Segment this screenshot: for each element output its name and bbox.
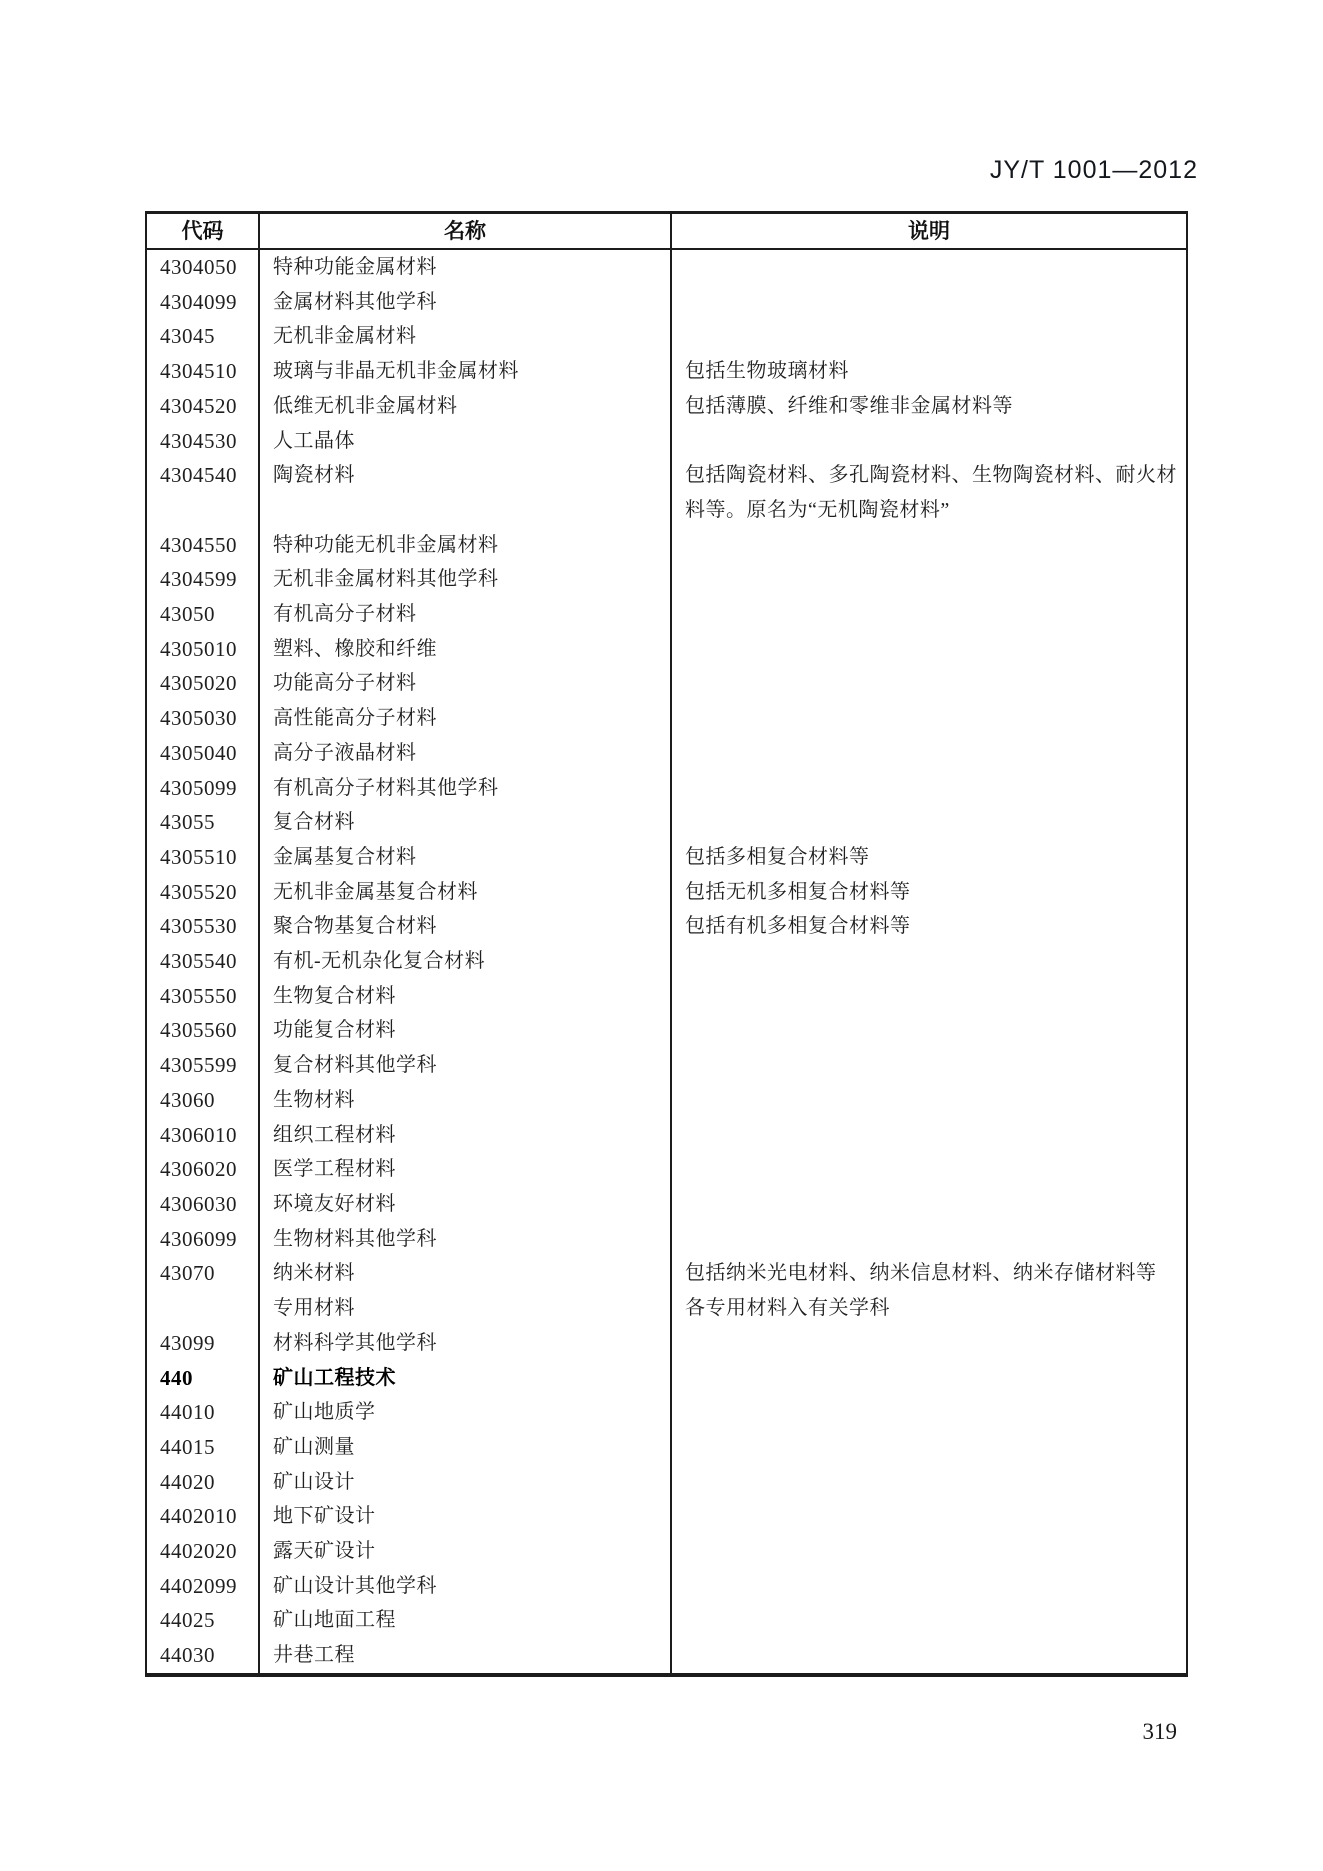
name-cell: 功能复合材料 bbox=[259, 1013, 671, 1048]
desc-cell bbox=[671, 1569, 1187, 1604]
code-cell: 4304540 bbox=[146, 458, 259, 527]
table-row bbox=[146, 1291, 1187, 1326]
table-row bbox=[146, 701, 1187, 736]
desc-cell bbox=[671, 736, 1187, 771]
code-cell: 43050 bbox=[146, 597, 259, 632]
code-cell: 43045 bbox=[146, 319, 259, 354]
desc-cell bbox=[671, 285, 1187, 320]
desc-cell bbox=[671, 1326, 1187, 1361]
name-cell: 组织工程材料 bbox=[259, 1118, 671, 1153]
code-cell: 4306099 bbox=[146, 1222, 259, 1257]
desc-cell: 包括陶瓷材料、多孔陶瓷材料、生物陶瓷材料、耐火材料等。原名为“无机陶瓷材料” bbox=[685, 464, 1177, 521]
desc-cell bbox=[671, 1395, 1187, 1430]
code-cell: 4305510 bbox=[146, 840, 259, 875]
table-row bbox=[146, 1499, 1187, 1534]
name-cell: 地下矿设计 bbox=[259, 1499, 671, 1534]
table-row bbox=[146, 1395, 1187, 1430]
code-cell: 4305520 bbox=[146, 875, 259, 910]
table-row bbox=[146, 249, 1187, 285]
table-row bbox=[146, 771, 1187, 806]
desc-cell bbox=[671, 1465, 1187, 1500]
code-cell: 4306030 bbox=[146, 1187, 259, 1222]
code-cell: 4305020 bbox=[146, 666, 259, 701]
desc-cell bbox=[671, 1152, 1187, 1187]
desc-cell bbox=[671, 1534, 1187, 1569]
name-cell: 复合材料 bbox=[259, 805, 671, 840]
desc-cell bbox=[671, 666, 1187, 701]
code-cell: 4305560 bbox=[146, 1013, 259, 1048]
desc-cell bbox=[671, 1430, 1187, 1465]
desc-cell bbox=[671, 528, 1187, 563]
code-cell: 4402099 bbox=[146, 1569, 259, 1604]
name-cell: 材料科学其他学科 bbox=[259, 1326, 671, 1361]
desc-cell: 包括多相复合材料等 bbox=[685, 845, 870, 868]
name-cell: 人工晶体 bbox=[259, 424, 671, 459]
name-cell: 高分子液晶材料 bbox=[259, 736, 671, 771]
desc-cell bbox=[671, 632, 1187, 667]
code-cell: 43070 bbox=[146, 1256, 259, 1291]
table-row bbox=[146, 285, 1187, 320]
code-cell: 4305599 bbox=[146, 1048, 259, 1083]
table-header bbox=[146, 213, 1187, 250]
table-row bbox=[146, 979, 1187, 1014]
table-row bbox=[146, 1256, 1187, 1291]
name-cell: 露天矿设计 bbox=[259, 1534, 671, 1569]
page-number: 319 bbox=[1142, 1719, 1177, 1744]
table-row bbox=[146, 562, 1187, 597]
table-row bbox=[146, 840, 1187, 875]
desc-cell bbox=[671, 1603, 1187, 1638]
code-cell: 44015 bbox=[146, 1430, 259, 1465]
name-cell: 环境友好材料 bbox=[259, 1187, 671, 1222]
desc-cell bbox=[671, 701, 1187, 736]
table-row bbox=[146, 1013, 1187, 1048]
name-cell: 有机高分子材料 bbox=[259, 597, 671, 632]
name-cell: 生物材料 bbox=[259, 1083, 671, 1118]
desc-cell bbox=[671, 944, 1187, 979]
name-cell: 生物复合材料 bbox=[259, 979, 671, 1014]
code-cell: 4305540 bbox=[146, 944, 259, 979]
desc-cell: 各专用材料入有关学科 bbox=[685, 1297, 890, 1320]
name-cell: 有机高分子材料其他学科 bbox=[259, 771, 671, 806]
table-body bbox=[146, 249, 1187, 1675]
table-row bbox=[146, 319, 1187, 354]
standard-number: JY/T 1001—2012 bbox=[989, 156, 1198, 184]
name-cell: 金属基复合材料 bbox=[259, 840, 671, 875]
code-cell: 4304050 bbox=[146, 249, 259, 285]
code-cell: 4304599 bbox=[146, 562, 259, 597]
desc-cell bbox=[671, 805, 1187, 840]
name-cell: 纳米材料 bbox=[259, 1256, 671, 1291]
code-cell: 4304530 bbox=[146, 424, 259, 459]
desc-cell bbox=[671, 424, 1187, 459]
name-cell: 高性能高分子材料 bbox=[259, 701, 671, 736]
name-cell: 矿山地质学 bbox=[259, 1395, 671, 1430]
name-cell: 功能高分子材料 bbox=[259, 666, 671, 701]
desc-cell bbox=[671, 1361, 1187, 1396]
code-cell: 4402020 bbox=[146, 1534, 259, 1569]
table-row bbox=[146, 1118, 1187, 1153]
code-cell: 4304520 bbox=[146, 389, 259, 424]
desc-cell: 包括纳米光电材料、纳米信息材料、纳米存储材料等 bbox=[685, 1262, 1157, 1285]
desc-cell: 包括有机多相复合材料等 bbox=[685, 915, 911, 938]
name-cell: 矿山设计其他学科 bbox=[259, 1569, 671, 1604]
table-row bbox=[146, 1569, 1187, 1604]
code-cell: 43055 bbox=[146, 805, 259, 840]
table-row bbox=[146, 632, 1187, 667]
code-cell: 4304099 bbox=[146, 285, 259, 320]
name-cell: 无机非金属材料其他学科 bbox=[259, 562, 671, 597]
name-cell: 低维无机非金属材料 bbox=[259, 389, 671, 424]
table-row bbox=[146, 1187, 1187, 1222]
column-header-code: 代码 bbox=[146, 213, 259, 250]
desc-cell bbox=[671, 1638, 1187, 1675]
name-cell: 复合材料其他学科 bbox=[259, 1048, 671, 1083]
name-cell: 医学工程材料 bbox=[259, 1152, 671, 1187]
table-row bbox=[146, 805, 1187, 840]
desc-cell: 包括薄膜、纤维和零维非金属材料等 bbox=[685, 394, 1013, 417]
name-cell: 有机-无机杂化复合材料 bbox=[259, 944, 671, 979]
name-cell: 特种功能金属材料 bbox=[259, 249, 671, 285]
table-row bbox=[146, 1152, 1187, 1187]
code-cell: 4305030 bbox=[146, 701, 259, 736]
desc-cell: 包括生物玻璃材料 bbox=[685, 360, 849, 383]
desc-cell bbox=[671, 597, 1187, 632]
desc-cell bbox=[671, 319, 1187, 354]
code-cell: 4306020 bbox=[146, 1152, 259, 1187]
table-row bbox=[146, 1465, 1187, 1500]
name-cell: 矿山地面工程 bbox=[259, 1603, 671, 1638]
table-row bbox=[146, 1083, 1187, 1118]
name-cell: 专用材料 bbox=[259, 1291, 671, 1326]
desc-cell bbox=[671, 979, 1187, 1014]
code-cell: 43099 bbox=[146, 1326, 259, 1361]
table-row bbox=[146, 424, 1187, 459]
code-cell: 4304510 bbox=[146, 354, 259, 389]
desc-cell bbox=[671, 1118, 1187, 1153]
code-cell: 44030 bbox=[146, 1638, 259, 1675]
table-row bbox=[146, 1430, 1187, 1465]
desc-cell bbox=[671, 1048, 1187, 1083]
name-cell: 玻璃与非晶无机非金属材料 bbox=[259, 354, 671, 389]
code-cell bbox=[146, 1291, 259, 1326]
name-cell: 聚合物基复合材料 bbox=[259, 909, 671, 944]
desc-cell bbox=[671, 562, 1187, 597]
classification-table bbox=[145, 211, 1188, 1677]
code-cell: 4305099 bbox=[146, 771, 259, 806]
table-row bbox=[146, 1603, 1187, 1638]
code-cell: 4305530 bbox=[146, 909, 259, 944]
desc-cell bbox=[671, 249, 1187, 285]
desc-cell bbox=[671, 771, 1187, 806]
name-cell: 金属材料其他学科 bbox=[259, 285, 671, 320]
table-row bbox=[146, 389, 1187, 424]
code-cell: 4304550 bbox=[146, 528, 259, 563]
header-row bbox=[146, 213, 1187, 250]
table-row bbox=[146, 736, 1187, 771]
table-row bbox=[146, 1534, 1187, 1569]
table-row bbox=[146, 1326, 1187, 1361]
column-header-name: 名称 bbox=[259, 213, 671, 250]
code-cell: 44010 bbox=[146, 1395, 259, 1430]
table-row bbox=[146, 458, 1187, 527]
code-cell: 4305040 bbox=[146, 736, 259, 771]
name-cell: 矿山工程技术 bbox=[259, 1361, 671, 1396]
code-cell: 4306010 bbox=[146, 1118, 259, 1153]
code-cell: 4305550 bbox=[146, 979, 259, 1014]
desc-cell bbox=[671, 1499, 1187, 1534]
table-row bbox=[146, 909, 1187, 944]
name-cell: 矿山测量 bbox=[259, 1430, 671, 1465]
desc-cell bbox=[671, 1013, 1187, 1048]
name-cell: 生物材料其他学科 bbox=[259, 1222, 671, 1257]
desc-cell: 包括无机多相复合材料等 bbox=[685, 880, 911, 903]
table-row bbox=[146, 944, 1187, 979]
column-header-desc: 说明 bbox=[671, 213, 1187, 250]
table-row bbox=[146, 528, 1187, 563]
table-row bbox=[146, 354, 1187, 389]
code-cell: 43060 bbox=[146, 1083, 259, 1118]
name-cell: 无机非金属基复合材料 bbox=[259, 875, 671, 910]
name-cell: 特种功能无机非金属材料 bbox=[259, 528, 671, 563]
code-cell: 4305010 bbox=[146, 632, 259, 667]
desc-cell bbox=[671, 1187, 1187, 1222]
table-row bbox=[146, 1222, 1187, 1257]
code-cell: 44020 bbox=[146, 1465, 259, 1500]
desc-cell bbox=[671, 1083, 1187, 1118]
name-cell: 塑料、橡胶和纤维 bbox=[259, 632, 671, 667]
name-cell: 无机非金属材料 bbox=[259, 319, 671, 354]
table-row bbox=[146, 1361, 1187, 1396]
table-row bbox=[146, 1638, 1187, 1675]
table-row bbox=[146, 597, 1187, 632]
name-cell: 矿山设计 bbox=[259, 1465, 671, 1500]
code-cell: 440 bbox=[146, 1361, 259, 1396]
name-cell: 陶瓷材料 bbox=[259, 458, 671, 527]
table-row bbox=[146, 1048, 1187, 1083]
code-cell: 44025 bbox=[146, 1603, 259, 1638]
name-cell: 井巷工程 bbox=[259, 1638, 671, 1675]
desc-cell bbox=[671, 1222, 1187, 1257]
table-row bbox=[146, 875, 1187, 910]
table-row bbox=[146, 666, 1187, 701]
code-cell: 4402010 bbox=[146, 1499, 259, 1534]
